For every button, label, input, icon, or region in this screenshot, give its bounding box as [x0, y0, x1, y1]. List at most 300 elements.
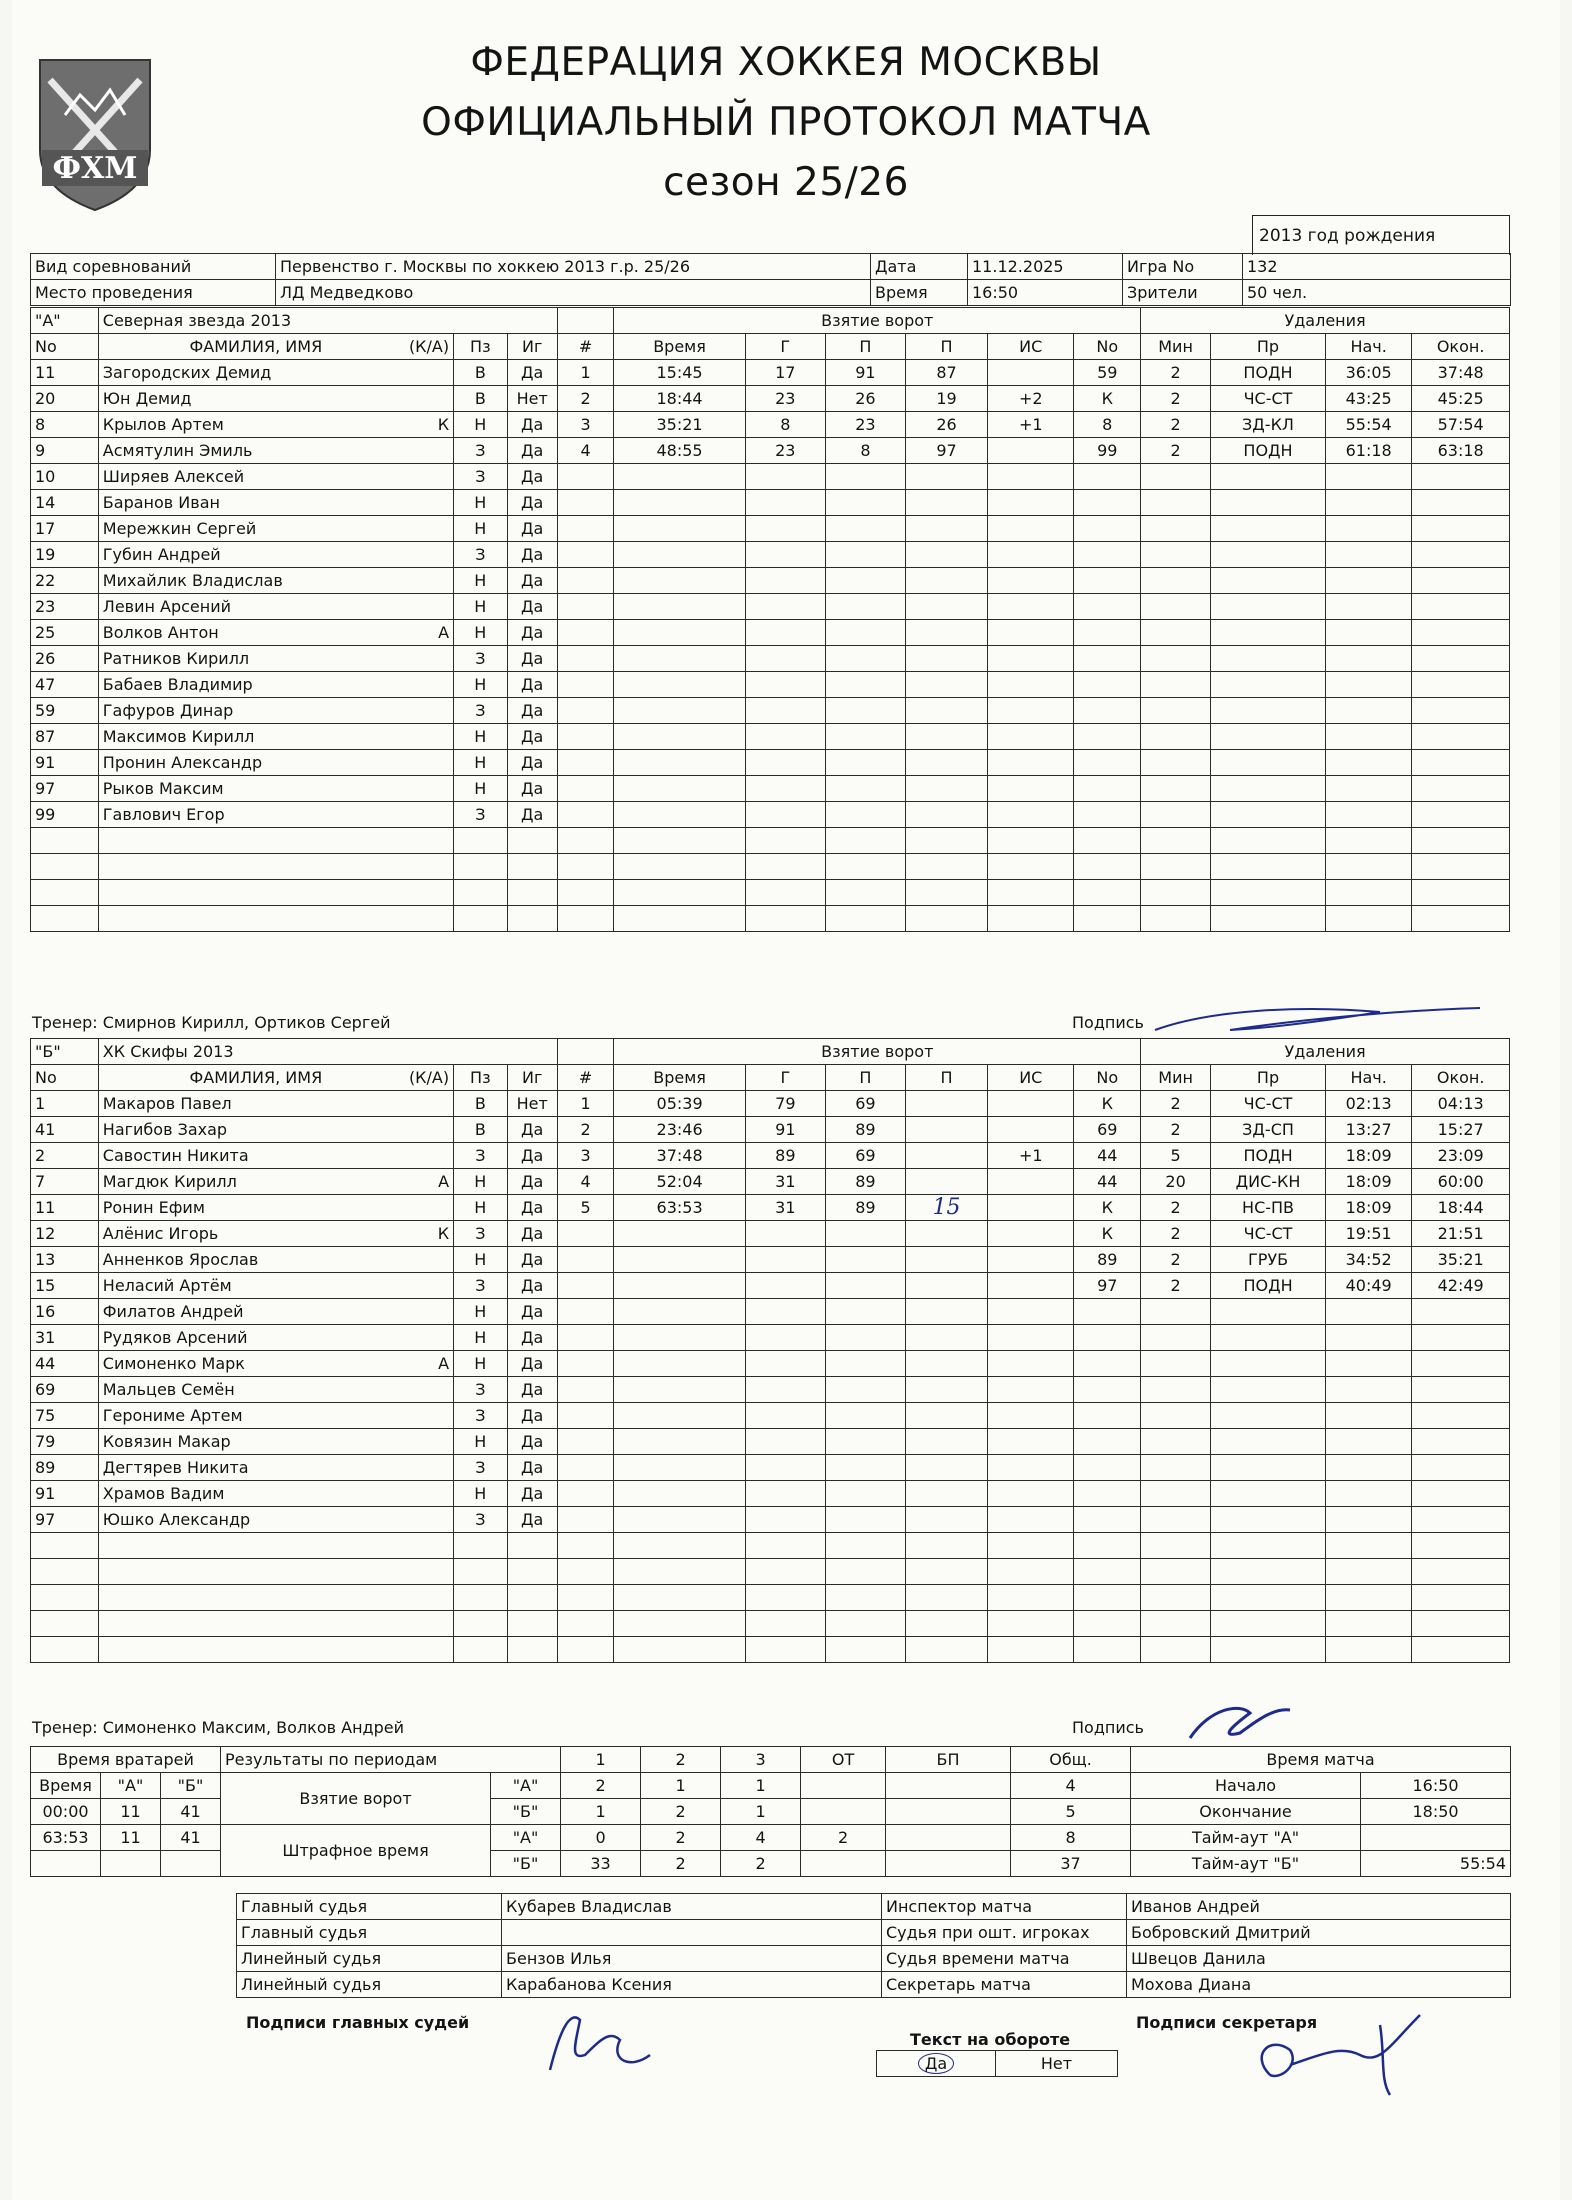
secretary: Мохова Диана — [1127, 1972, 1511, 1998]
cell: 97 — [31, 776, 99, 802]
cell: 3 — [721, 1747, 801, 1773]
cell: 47 — [31, 672, 99, 698]
match-time-title: Время матча — [1131, 1747, 1511, 1773]
cell: П — [825, 334, 905, 360]
linesman-1: Бензов Илья — [502, 1946, 882, 1972]
cell: 2 — [31, 1143, 99, 1169]
cell: 9 — [31, 438, 99, 464]
referee-2 — [502, 1920, 882, 1946]
game-label: Игра No — [1123, 254, 1243, 280]
cell: ЧС-СТ — [1211, 1221, 1326, 1247]
team-b-signature — [1180, 1698, 1300, 1748]
cell: 25 — [31, 620, 99, 646]
cell — [801, 1773, 886, 1799]
cell: З — [454, 1221, 507, 1247]
cell: Да — [507, 1117, 557, 1143]
cell: 16:50 — [1361, 1773, 1511, 1799]
cell: 69 — [31, 1377, 99, 1403]
cell: Мальцев Семён — [102, 1380, 235, 1399]
cell: В — [454, 360, 507, 386]
secretary-signature-label: Подписи секретаря — [1136, 2013, 1318, 2032]
cell: Н — [454, 750, 507, 776]
cell: Нет — [507, 1091, 557, 1117]
cell: 04:13 — [1412, 1091, 1510, 1117]
cell: 99 — [31, 802, 99, 828]
cell: З — [454, 1455, 507, 1481]
cell: 11 — [31, 360, 99, 386]
cell: 15 — [905, 1195, 987, 1221]
cell: 26 — [31, 646, 99, 672]
table-row — [31, 360, 1510, 386]
cell: Да — [507, 516, 557, 542]
cell: 5 — [557, 1195, 613, 1221]
officials-table — [236, 1893, 1511, 1998]
back-text-no[interactable]: Нет — [996, 2051, 1118, 2077]
cell: "А" — [491, 1773, 561, 1799]
cell — [886, 1773, 1011, 1799]
cell: 63:53 — [31, 1825, 101, 1851]
cell: Да — [507, 412, 557, 438]
goalie-time-title: Время вратарей — [31, 1747, 221, 1773]
cell: 12 — [31, 1221, 99, 1247]
cell — [801, 1851, 886, 1877]
table-row — [31, 412, 1510, 438]
cell: Баранов Иван — [102, 493, 220, 512]
goals-label: Взятие ворот — [221, 1773, 491, 1825]
cell: К — [1074, 1091, 1141, 1117]
cell: 45:25 — [1412, 386, 1510, 412]
cell: З — [454, 1377, 507, 1403]
cell: Да — [507, 646, 557, 672]
table-row — [31, 1195, 1510, 1221]
cell: 52:04 — [614, 1169, 745, 1195]
cell: Да — [507, 750, 557, 776]
cell: А — [438, 1354, 450, 1373]
cell: 8 — [745, 412, 825, 438]
cell: Н — [454, 1429, 507, 1455]
cell: 1 — [557, 1091, 613, 1117]
cell: 18:09 — [1326, 1169, 1412, 1195]
cell: "А" — [491, 1825, 561, 1851]
competition-label: Вид соревнований — [31, 254, 276, 280]
cell: 23 — [745, 438, 825, 464]
cell: # — [557, 334, 613, 360]
cell: Крылов Артем — [102, 415, 224, 434]
cell: Г — [745, 1065, 825, 1091]
cell: Да — [507, 1377, 557, 1403]
cell: 87 — [905, 360, 987, 386]
cell: 13 — [31, 1247, 99, 1273]
cell: 35:21 — [614, 412, 745, 438]
cell: З — [454, 1403, 507, 1429]
cell: 60:00 — [1412, 1169, 1510, 1195]
cell: З — [454, 646, 507, 672]
cell: 1 — [721, 1773, 801, 1799]
cell: 7 — [31, 1169, 99, 1195]
cell: Н — [454, 620, 507, 646]
cell: 1 — [721, 1799, 801, 1825]
date-label: Дата — [871, 254, 968, 280]
time-value: 16:50 — [968, 280, 1123, 306]
cell: 1 — [641, 1773, 721, 1799]
cell: Максимов Кирилл — [102, 727, 255, 746]
cell: 20 — [31, 386, 99, 412]
cell: А — [438, 1172, 450, 1191]
cell: +1 — [988, 1143, 1074, 1169]
cell: В — [454, 386, 507, 412]
cell: 87 — [31, 724, 99, 750]
cell: Иг — [507, 1065, 557, 1091]
cell: Магдюк Кирилл — [102, 1172, 237, 1191]
table-row — [31, 1325, 1510, 1351]
cell: 4 — [557, 438, 613, 464]
table-row — [31, 594, 1510, 620]
cell: Да — [507, 776, 557, 802]
cell: 79 — [745, 1091, 825, 1117]
cell: 23 — [825, 412, 905, 438]
cell: 91 — [825, 360, 905, 386]
cell — [801, 1799, 886, 1825]
cell: ГРУБ — [1211, 1247, 1326, 1273]
cell: 5 — [1011, 1799, 1131, 1825]
competition-value: Первенство г. Москвы по хоккею 2013 г.р. 25/26 — [276, 254, 871, 280]
season-title: сезон 25/26 — [663, 160, 909, 205]
cell: З — [454, 1507, 507, 1533]
cell: 8 — [1011, 1825, 1131, 1851]
cell: 97 — [1074, 1273, 1141, 1299]
cell: 5 — [1141, 1143, 1211, 1169]
protocol-title: ОФИЦИАЛЬНЫЙ ПРОТОКОЛ МАТЧА — [421, 100, 1151, 145]
cell: Пз — [454, 1065, 507, 1091]
cell: 10 — [31, 464, 99, 490]
cell: 19 — [31, 542, 99, 568]
cell: 69 — [825, 1143, 905, 1169]
cell: В — [454, 1091, 507, 1117]
cell: 37:48 — [1412, 360, 1510, 386]
cell: 1 — [561, 1747, 641, 1773]
cell: Линейный судья — [237, 1972, 502, 1998]
cell: 89 — [825, 1169, 905, 1195]
cell: Анненков Ярослав — [102, 1250, 259, 1269]
cell: "Б" — [161, 1773, 221, 1799]
cell — [905, 1091, 987, 1117]
cell: 97 — [905, 438, 987, 464]
cell: ПОДН — [1211, 1273, 1326, 1299]
cell: 14 — [31, 490, 99, 516]
cell: Юн Демид — [102, 389, 192, 408]
table-row — [31, 1585, 1510, 1611]
cell: Мин — [1141, 334, 1211, 360]
cell: 55:54 — [1361, 1851, 1511, 1877]
cell: 31 — [745, 1169, 825, 1195]
cell: 2 — [1141, 386, 1211, 412]
cell: 2 — [1141, 412, 1211, 438]
cell: 18:44 — [1412, 1195, 1510, 1221]
cell: 2 — [1141, 1247, 1211, 1273]
cell: ПОДН — [1210, 438, 1325, 464]
cell: 37:48 — [614, 1143, 745, 1169]
cell: 0 — [561, 1825, 641, 1851]
table-row — [31, 802, 1510, 828]
cell: Гавлович Егор — [102, 805, 225, 824]
cell: 35:21 — [1412, 1247, 1510, 1273]
cell: 2 — [561, 1773, 641, 1799]
cell: Пр — [1210, 334, 1325, 360]
cell: 21:51 — [1412, 1221, 1510, 1247]
cell: Н — [454, 1247, 507, 1273]
cell: Да — [507, 1403, 557, 1429]
match-info-table — [30, 253, 1511, 306]
table-row — [31, 568, 1510, 594]
timekeeper: Швецов Данила — [1127, 1946, 1511, 1972]
cell: 61:18 — [1326, 438, 1412, 464]
cell: 91 — [745, 1117, 825, 1143]
spectators-label: Зрители — [1123, 280, 1243, 306]
cell: Макаров Павел — [102, 1094, 232, 1113]
team-a-table — [30, 307, 1510, 932]
cell: З — [454, 1273, 507, 1299]
cell: 22 — [31, 568, 99, 594]
cell: 3 — [557, 1143, 613, 1169]
cell: 11 — [101, 1825, 161, 1851]
cell: Да — [507, 724, 557, 750]
cell: 23 — [31, 594, 99, 620]
cell: ПОДН — [1211, 1143, 1326, 1169]
cell: Да — [507, 1455, 557, 1481]
table-row — [31, 672, 1510, 698]
cell: Герониме Артем — [102, 1406, 243, 1425]
back-text-yes[interactable]: Да — [918, 2053, 954, 2074]
cell: 23 — [745, 386, 825, 412]
table-row — [31, 438, 1510, 464]
cell: 33 — [561, 1851, 641, 1877]
cell: Мин — [1141, 1065, 1211, 1091]
table-row — [31, 386, 1510, 412]
cell: К — [1074, 1221, 1141, 1247]
cell: 13:27 — [1326, 1117, 1412, 1143]
cell: Да — [507, 464, 557, 490]
table-row — [31, 464, 1510, 490]
cell: 2 — [1141, 1195, 1211, 1221]
cell: Н — [454, 776, 507, 802]
cell: 37 — [1011, 1851, 1131, 1877]
cell: НС-ПВ — [1211, 1195, 1326, 1221]
cell: 91 — [31, 1481, 99, 1507]
cell: Дегтярев Никита — [102, 1458, 249, 1477]
cell: Ширяев Алексей — [102, 467, 245, 486]
cell: 4 — [721, 1825, 801, 1851]
cell: Да — [507, 1169, 557, 1195]
table-row — [31, 776, 1510, 802]
cell: Тайм-аут "Б" — [1131, 1851, 1361, 1877]
cell: 2 — [557, 386, 613, 412]
cell: П — [905, 1065, 987, 1091]
cell: Пр — [1211, 1065, 1326, 1091]
cell: 2 — [1141, 1117, 1211, 1143]
cell: 63:18 — [1412, 438, 1510, 464]
cell: 59 — [31, 698, 99, 724]
table-row — [31, 1273, 1510, 1299]
cell: Храмов Вадим — [102, 1484, 225, 1503]
table-row — [31, 1507, 1510, 1533]
cell: Судья времени матча — [882, 1946, 1127, 1972]
cell: 69 — [1074, 1117, 1141, 1143]
cell: Общ. — [1011, 1747, 1131, 1773]
cell: Рудяков Арсений — [102, 1328, 248, 1347]
cell: Н — [454, 1351, 507, 1377]
cell: 8 — [825, 438, 905, 464]
cell: Главный судья — [237, 1920, 502, 1946]
cell: ЗД-КЛ — [1210, 412, 1325, 438]
cell: 18:50 — [1361, 1799, 1511, 1825]
cell: К — [1074, 386, 1141, 412]
cell: 15 — [31, 1273, 99, 1299]
cell: Нет — [507, 386, 557, 412]
cell: 69 — [825, 1091, 905, 1117]
cell: Пз — [454, 334, 507, 360]
cell: Н — [454, 568, 507, 594]
cell: # — [557, 1065, 613, 1091]
cell: No — [1074, 1065, 1141, 1091]
cell: 36:05 — [1326, 360, 1412, 386]
summary-table — [30, 1746, 1511, 1877]
cell: Н — [454, 1169, 507, 1195]
cell: Да — [507, 620, 557, 646]
cell: ЧС-СТ — [1211, 1091, 1326, 1117]
cell: 20 — [1141, 1169, 1211, 1195]
cell: 41 — [31, 1117, 99, 1143]
cell: 48:55 — [614, 438, 745, 464]
cell: Время — [614, 334, 745, 360]
cell: Волков Антон — [102, 623, 219, 642]
cell: БП — [886, 1747, 1011, 1773]
table-row — [31, 1611, 1510, 1637]
cell: 44 — [1074, 1143, 1141, 1169]
cell: Да — [507, 594, 557, 620]
cell: Нач. — [1326, 1065, 1412, 1091]
cell: "А" — [101, 1773, 161, 1799]
goals-header: Взятие ворот — [614, 308, 1141, 334]
federation-title: ФЕДЕРАЦИЯ ХОККЕЯ МОСКВЫ — [470, 40, 1102, 85]
game-value: 132 — [1243, 254, 1511, 280]
cell: (К/А) — [408, 1068, 450, 1087]
cell: 75 — [31, 1403, 99, 1429]
cell: К — [1074, 1195, 1141, 1221]
period-results-title: Результаты по периодам — [221, 1747, 561, 1773]
cell: З — [454, 698, 507, 724]
cell: 16 — [31, 1299, 99, 1325]
table-row — [31, 1559, 1510, 1585]
cell: 89 — [745, 1143, 825, 1169]
cell: 2 — [1141, 1221, 1211, 1247]
cell: 34:52 — [1326, 1247, 1412, 1273]
cell: Савостин Никита — [102, 1146, 249, 1165]
cell: Михайлик Владислав — [102, 571, 283, 590]
cell: 55:54 — [1326, 412, 1412, 438]
cell: ФАМИЛИЯ, ИМЯ — [189, 1068, 323, 1087]
table-row — [31, 542, 1510, 568]
cell: 89 — [31, 1455, 99, 1481]
table-row — [31, 1221, 1510, 1247]
cell: Филатов Андрей — [102, 1302, 244, 1321]
cell: Нач. — [1326, 334, 1412, 360]
cell: 42:49 — [1412, 1273, 1510, 1299]
cell: 2 — [641, 1799, 721, 1825]
cell: Н — [454, 672, 507, 698]
cell: Бабаев Владимир — [102, 675, 253, 694]
table-row — [31, 646, 1510, 672]
cell: No — [1074, 334, 1141, 360]
cell: 23:09 — [1412, 1143, 1510, 1169]
cell: Время — [31, 1773, 101, 1799]
cell: (К/А) — [408, 337, 450, 356]
cell: 99 — [1074, 438, 1141, 464]
table-row — [31, 1455, 1510, 1481]
cell: Да — [507, 438, 557, 464]
team-a-sign-label: Подпись — [1072, 1013, 1144, 1032]
cell: 8 — [1074, 412, 1141, 438]
cell: Да — [507, 1143, 557, 1169]
cell: 18:44 — [614, 386, 745, 412]
cell — [988, 360, 1074, 386]
cell: Н — [454, 724, 507, 750]
cell — [905, 1169, 987, 1195]
table-row — [31, 1117, 1510, 1143]
team-a-signature — [1150, 1000, 1490, 1040]
team-b-name: ХК Скифы 2013 — [98, 1039, 557, 1065]
cell: 43:25 — [1326, 386, 1412, 412]
cell — [988, 1169, 1074, 1195]
cell: 15:45 — [614, 360, 745, 386]
cell: Асмятулин Эмиль — [102, 441, 253, 460]
cell: Н — [454, 1299, 507, 1325]
cell: Левин Арсений — [102, 597, 232, 616]
cell: 3 — [557, 412, 613, 438]
cell: 44 — [31, 1351, 99, 1377]
cell — [905, 1143, 987, 1169]
cell: Да — [507, 802, 557, 828]
cell: 26 — [905, 412, 987, 438]
team-b-letter: "Б" — [31, 1039, 99, 1065]
cell: Да — [507, 568, 557, 594]
cell: Да — [507, 1429, 557, 1455]
cell: 2 — [1141, 1091, 1211, 1117]
table-row — [31, 1429, 1510, 1455]
cell: 2 — [641, 1825, 721, 1851]
cell: 4 — [1011, 1773, 1131, 1799]
cell: 97 — [31, 1507, 99, 1533]
table-row — [31, 516, 1510, 542]
table-row — [31, 906, 1510, 932]
cell: 1 — [561, 1799, 641, 1825]
date-value: 11.12.2025 — [968, 254, 1123, 280]
cell: З — [454, 438, 507, 464]
time-label: Время — [871, 280, 968, 306]
cell — [886, 1851, 1011, 1877]
cell: З — [454, 464, 507, 490]
cell: Секретарь матча — [882, 1972, 1127, 1998]
cell: 41 — [161, 1799, 221, 1825]
pim-label: Штрафное время — [221, 1825, 491, 1877]
cell: Да — [507, 1351, 557, 1377]
cell: Да — [507, 698, 557, 724]
cell: Время — [614, 1065, 745, 1091]
cell: 18:09 — [1326, 1195, 1412, 1221]
cell: +1 — [988, 412, 1074, 438]
cell: 2 — [641, 1747, 721, 1773]
cell: 89 — [825, 1117, 905, 1143]
cell: З — [454, 542, 507, 568]
